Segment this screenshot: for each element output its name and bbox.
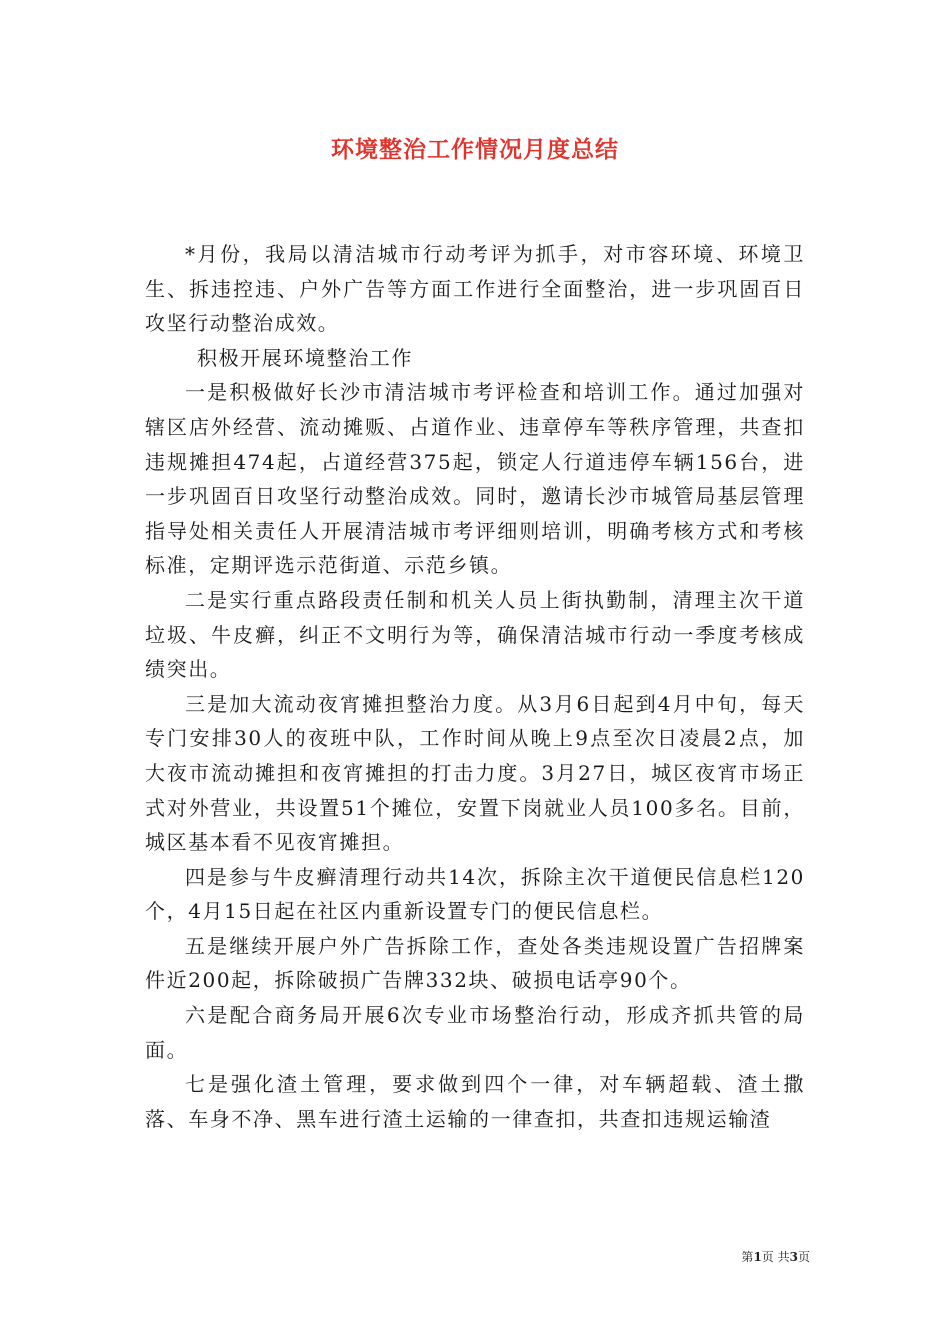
document-body [145,237,805,1136]
item-four-paragraph: 四是参与牛皮癣清理行动共14次，拆除主次干道便民信息栏120个，4月15日起在社区内重新设置专门的便民信息栏。 [145,864,805,924]
footer-suffix: 页 [797,1250,810,1264]
total-pages-number: 3 [789,1250,798,1264]
footer-prefix: 第 [741,1250,754,1264]
current-page-number: 1 [753,1250,762,1264]
page-number-footer [700,1248,810,1265]
footer-middle: 页 共 [761,1250,790,1264]
item-three-paragraph: 三是加大流动夜宵摊担整治力度。从3月6日起到4月中旬，每天专门安排30人的夜班中队，工作时间从晚上9点至次日凌晨2点，加大夜市流动摊担和夜宵摊担的打击力度。3月27日，城区夜宵市场正式对外营业，共设置51个摊位，安置下岗就业人员100多名。目前，城区基本看不见夜宵摊担。 [145,691,805,855]
section-heading: 积极开展环境整治工作 [197,345,413,370]
intro-paragraph: *月份，我局以清洁城市行动考评为抓手，对市容环境、环境卫生、拆违控违、户外广告等方面工作进行全面整治，进一步巩固百日攻坚行动整治成效。 [145,242,805,336]
document-title: 环境整治工作情况月度总结 [331,136,619,163]
item-seven-paragraph: 七是强化渣土管理，要求做到四个一律，对车辆超载、渣土撒落、车身不净、黑车进行渣土运输的一律查扣，共查扣违规运输渣 [145,1072,805,1131]
item-two-paragraph: 二是实行重点路段责任制和机关人员上街执勤制，清理主次干道垃圾、牛皮癣，纠正不文明行为等，确保清洁城市行动一季度考核成绩突出。 [145,587,805,682]
item-five-paragraph: 五是继续开展户外广告拆除工作，查处各类违规设置广告招牌案件近200起，拆除破损广告牌332块、破损电话亭90个。 [145,933,805,993]
item-six-paragraph: 六是配合商务局开展6次专业市场整治行动，形成齐抓共管的局面。 [145,1003,805,1062]
item-one-paragraph: 一是积极做好长沙市清洁城市考评检查和培训工作。通过加强对辖区店外经营、流动摊贩、占道作业、违章停车等秩序管理，共查扣违规摊担474起，占道经营375起，锁定人行道违停车辆156台，进一步巩固百日攻坚行动整治成效。同时，邀请长沙市城管局基层管理指导处相关责任人开展清洁城市考评细则培训，明确考核方式和考核标准，定期评选示范街道、示范乡镇。 [145,380,805,578]
